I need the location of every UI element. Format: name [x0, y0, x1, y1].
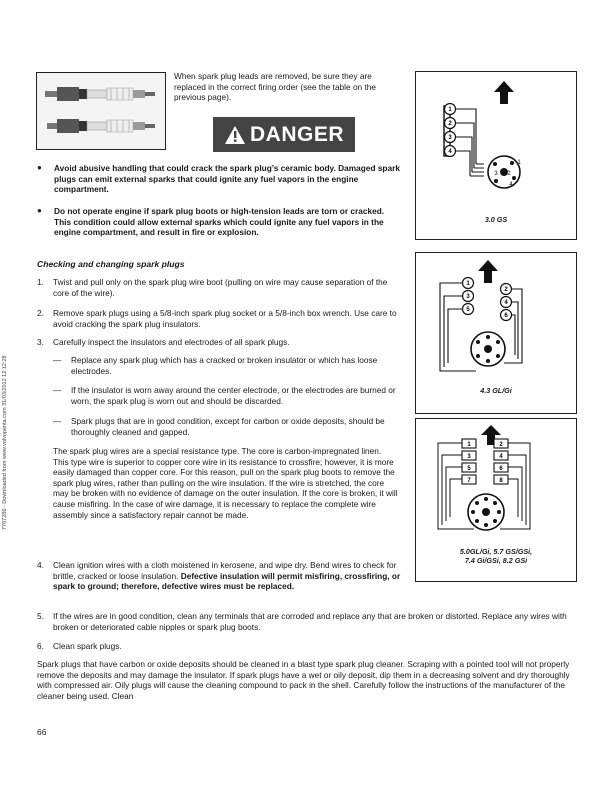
svg-text:7: 7 — [467, 478, 471, 484]
front-arrow-icon — [494, 81, 514, 104]
svg-text:1: 1 — [448, 107, 452, 114]
svg-text:3: 3 — [466, 294, 470, 301]
bullet-item: ● Avoid abusive handling that could crack the spark plug’s ceramic body. Damaged spark plugs can emit external sparks that could ignite any fuel vapors in the engine compartment. — [37, 163, 400, 195]
spark-plug-photo — [36, 72, 166, 150]
step-item: 4. Clean ignition wires with a cloth moistened in kerosene, and wipe dry. Bend wires to check for brittle, cracked or loose insulation. Defective insulation will permit misfiring, crossfiring, or spark to ground; therefore, defective wires must be replaced. — [37, 560, 401, 592]
svg-text:5: 5 — [466, 307, 470, 314]
danger-label: DANGER — [249, 122, 344, 146]
section-title: Checking and changing spark plugs — [37, 259, 185, 269]
page-number: 66 — [37, 727, 47, 737]
cleaning-paragraph: Spark plugs that have carbon or oxide deposits should be cleaned in a blast type spark plug cleaner. Scraping with a pointed tool will not properly remove the deposits and may damage the insulator. If spark plugs have a wet or oily deposit, dip them in a decreasing solvent and dry thoroughly with compressed air. Oily plugs will cause the cleaning compound to pack in the shell. Carefully follow the instructions of the manufacturer of the cleaner being used. Clean — [37, 659, 570, 701]
download-stamp: 7767286 - Downloaded from www.volvopenta.com 31/03/2012 12:12:28 — [2, 355, 8, 530]
svg-text:4: 4 — [499, 454, 503, 460]
intro-text: When spark plug leads are removed, be sure they are replaced in the correct firing order (see the table on the previous page). — [174, 71, 377, 103]
step-item: 2. Remove spark plugs using a 5/8-inch spark plug socket or a 5/8-inch box wrench. Use care to avoid cracking the spark plug insulators. — [37, 308, 397, 329]
svg-text:5: 5 — [467, 466, 471, 472]
svg-text:6: 6 — [499, 466, 503, 472]
dash-item: — Replace any spark plug which has a cracked or broken insulator or which has loose electrodes. — [53, 355, 378, 376]
figure-caption: 3.0 GS — [484, 215, 508, 224]
step-item: 3. Carefully inspect the insulators and electrodes of all spark plugs. — [37, 337, 290, 347]
danger-banner — [213, 117, 355, 152]
svg-text:1: 1 — [517, 160, 521, 166]
figure-caption: 5.0GL/Gi, 5.7 GS/GSi, 7.4 Gi/GSi, 8.2 GSi — [459, 547, 533, 565]
distributor-diagram — [416, 253, 576, 393]
spark-plug-top — [45, 87, 155, 101]
svg-text:8: 8 — [499, 478, 503, 484]
svg-text:4: 4 — [509, 182, 513, 188]
bullet-dot: ● — [37, 206, 42, 215]
wire-paragraph: The spark plug wires are a special resistance type. The core is carbon-impregnated linen. This type wire is superior to copper core wire in its resistance to crossfire; however, it is more easily damaged than copper core. For this reason, pull on the spark plug boots to remove the spark plug wires, rather than pulling on the wire insulation. If the wire is stretched, the core may be broken with no evidence of damage on the outer insulation. If the core is broken, it will cause misfiring. In the case of wire damage, it is necessary to replace the complete wire assembly since a satisfactory repair cannot be made. — [53, 446, 398, 520]
svg-text:1: 1 — [466, 281, 470, 288]
firing-order-diagram-v8 — [415, 418, 577, 582]
step-item: 5. If the wires are in good condition, clean any terminals that are corroded and replace any that are broken or distorted. Replace any wires with broken or deteriorated cable nipples or spark plug boots. — [37, 611, 567, 632]
svg-text:2: 2 — [499, 442, 503, 448]
dash-item: — If the insulator is worn away around the center electrode, or the electrodes are burned or worn, the spark plug is worn out and should be discarded. — [53, 385, 396, 406]
svg-text:6: 6 — [504, 313, 508, 320]
spark-plug-bottom — [47, 119, 155, 133]
svg-text:2: 2 — [448, 121, 452, 128]
svg-text:3: 3 — [467, 454, 471, 460]
svg-text:3: 3 — [448, 135, 452, 142]
svg-text:3: 3 — [494, 171, 498, 177]
svg-text:4: 4 — [448, 149, 452, 156]
distributor-diagram — [416, 419, 576, 549]
svg-text:2: 2 — [504, 287, 508, 294]
warning-icon — [224, 125, 246, 145]
svg-text:2: 2 — [507, 171, 511, 177]
bullet-dot: ● — [37, 163, 42, 172]
svg-text:4: 4 — [504, 300, 508, 307]
bullet-item: ● Do not operate engine if spark plug boots or high-tension leads are torn or cracked. This condition could allow external sparks which could ignite any fuel vapors in the engine compartment, and result in fire or explosion. — [37, 206, 385, 238]
step-item: 1. Twist and pull only on the spark plug wire boot (pulling on wire may cause separation of the core of the wire). — [37, 277, 388, 298]
dash-item: — Spark plugs that are in good condition, except for carbon or oxide deposits, should be thoroughly cleaned and gapped. — [53, 416, 385, 437]
figure-caption: 4.3 GL/Gi — [480, 386, 512, 395]
firing-order-diagram-3-0 — [415, 71, 577, 240]
svg-text:1: 1 — [467, 442, 471, 448]
step-item: 6. Clean spark plugs. — [37, 641, 122, 651]
distributor-diagram — [416, 72, 576, 222]
firing-order-diagram-4-3 — [415, 252, 577, 414]
front-arrow-icon — [478, 260, 498, 283]
